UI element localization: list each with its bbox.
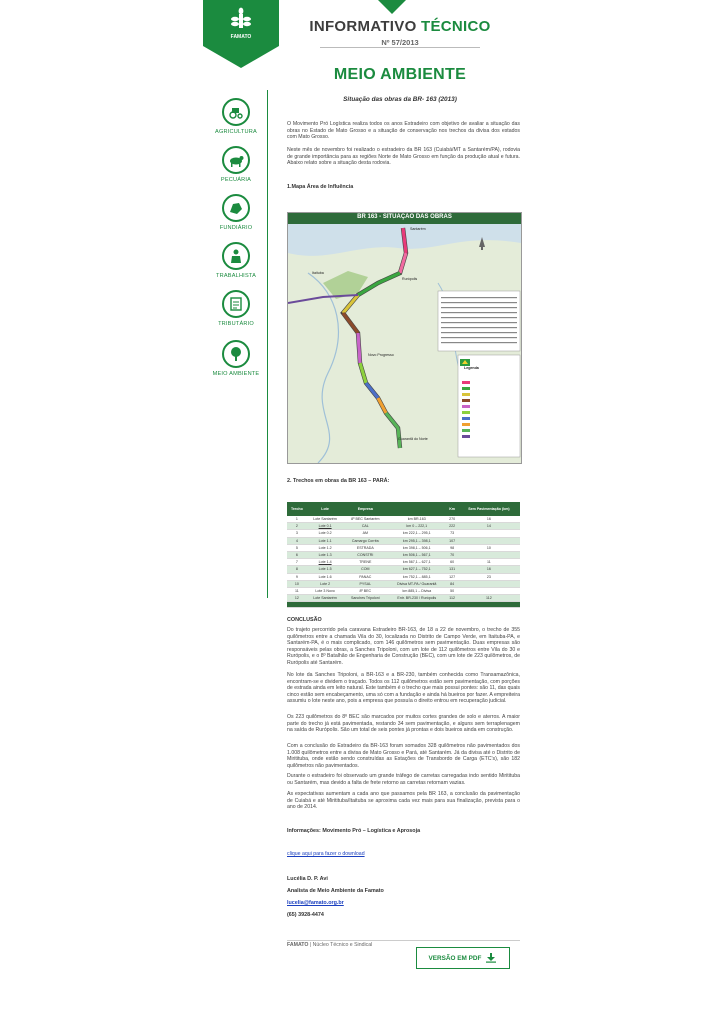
conclusion-paragraph-4: Com a conclusão do Estradeiro da BR-163 foram somados 328 quilômetros não pavimentados dos 1.008 quilômetros entre a divisa de Mato Grosso e Pará, até Santarém. Já da divisa até o Distrito de Miritituba, onde estão sendo construídas as Estações de Transbordo de Carga (ETC's), são 182 quilômetros não pavimentados. bbox=[287, 743, 520, 769]
author-email-link[interactable]: lucelia@famato.org.br bbox=[287, 900, 344, 906]
conclusion-paragraph-6: As expectativas aumentam a cada ano que passamos pela BR 163, a conclusão da pavimentação de Cuiabá e até Miritituba/Itaituba se aproxima cada vez mais para sua finalização, prevista para o ano de 2014. bbox=[287, 791, 520, 811]
table-row bbox=[287, 523, 520, 530]
map-place-label: Guarantã do Norte bbox=[398, 437, 428, 441]
works-table bbox=[287, 502, 520, 608]
intro-paragraph-2: Neste mês de novembro foi realizado o estradeiro da BR 163 (Cuiabá/MT a Santarém/PA), rodovia de grande importância para as regiões Norte de Mato Grosso em função da produção atual e futura. Abaixo relato sobre a situação desta rodovia. bbox=[287, 147, 520, 167]
column-header bbox=[387, 502, 446, 516]
table-cell: 98 bbox=[446, 544, 457, 551]
sidebar-item-trabalhista[interactable] bbox=[208, 242, 264, 279]
table-cell: 131 bbox=[446, 566, 457, 573]
section-title: MEIO AMBIENTE bbox=[333, 66, 467, 83]
title-part-2: TÉCNICO bbox=[421, 18, 491, 35]
table-row bbox=[287, 544, 520, 551]
route-map bbox=[287, 212, 522, 464]
footer-org-name: FAMATO bbox=[287, 942, 309, 948]
table-cell: 14 bbox=[458, 523, 520, 530]
table-cell: 222 bbox=[446, 523, 457, 530]
table-row bbox=[287, 516, 520, 523]
column-header: Sem Pavimentação (km) bbox=[458, 502, 520, 516]
table-cell: 10 bbox=[458, 544, 520, 551]
table-cell: Lote 0.1 bbox=[307, 523, 344, 530]
column-header: Trecho bbox=[287, 502, 307, 516]
table-cell: Lote 0.2 bbox=[307, 530, 344, 537]
table-cell: TRENE bbox=[343, 559, 387, 566]
tax-document-icon bbox=[222, 290, 250, 318]
table-cell: 60 bbox=[446, 559, 457, 566]
download-arrow-icon bbox=[485, 953, 497, 963]
route-map-graphic bbox=[288, 213, 521, 463]
info-source: Informações: Movimento Pró – Logística e Aprosoja bbox=[287, 828, 421, 834]
table-cell: PANAC bbox=[343, 573, 387, 580]
table-cell: 107 bbox=[446, 537, 457, 544]
table-row bbox=[287, 537, 520, 544]
table-cell: 4 bbox=[287, 537, 307, 544]
issue-number: Nº 57/2013 bbox=[381, 38, 419, 47]
famato-logo-text: FAMATO bbox=[230, 34, 252, 40]
map-place-label: Novo Progresso bbox=[368, 353, 394, 357]
sidebar-label: PECUÁRIA bbox=[220, 177, 252, 183]
table-cell: 23 bbox=[458, 573, 520, 580]
table-row bbox=[287, 530, 520, 537]
conclusion-paragraph-2: No lote da Sanches Tripoloni, a BR-163 e a BR-230, também conhecida como Transamazônica, encontram-se e dividem o traçado. Todos os 112 quilômetros estão sem pavimentação, com porções de estrada ainda em leito natural. Este também é o trecho que mais possui pontes: são 11, das quais cinco estão sem encabeçamento, uma só com a fundação e ainda há bueiros por fazer. A empreiteira assumiu o lote neste ano, pois a empresa que possuía o direito entrou em recuperação judicial. bbox=[287, 672, 520, 705]
conclusion-paragraph-5: Durante o estradeiro foi observado um grande tráfego de carretas carregadas indo sentido Miritituba ou Santarém, mas devido a falta de frete retorno as carretas retornam vazias. bbox=[287, 773, 520, 786]
table-cell: Lote 1.4 bbox=[307, 559, 344, 566]
column-header: Empresa bbox=[343, 502, 387, 516]
table-cell: Lote 1.1 bbox=[307, 537, 344, 544]
table-cell: Lote 1.6 bbox=[307, 573, 344, 580]
table-row bbox=[287, 587, 520, 594]
table-cell: 16 bbox=[458, 566, 520, 573]
table-cell: km BR-163 bbox=[387, 516, 446, 523]
conclusion-paragraph-1: Do trajeto percorrido pela caravana Estradeiro BR-163, de 18 a 22 de novembro, o trecho de 355 quilômetros entre a chamada Vila do 30, localizada no Distrito de Campo Verde, em Itaituba-PA, e Santarém-PA, é o mais complicado, com 146 quilômetros sem pavimentação. Duas empresas são responsáveis pelas obras, a Sanches Tripoloni, com um lote de 112 quilômetros entre Vila do 30 e Rurópolis, e o 8º Batalhão de Engenharia de Construção (BEC), com um lote de 223 quilômetros, de Rurópolis até Santarém. bbox=[287, 627, 520, 666]
tree-icon bbox=[222, 340, 250, 368]
table-cell: Sanches Tripoloni bbox=[343, 595, 387, 602]
map-heading: 1.Mapa Área de Influência bbox=[287, 184, 354, 190]
table-cell: 8º BEC Santarém bbox=[343, 516, 387, 523]
land-icon bbox=[222, 194, 250, 222]
table-row bbox=[287, 559, 520, 566]
table-cell: 1 bbox=[287, 516, 307, 523]
download-link[interactable]: clique aqui para fazer o download bbox=[287, 851, 365, 857]
sidebar-label: TRABALHISTA bbox=[215, 273, 257, 279]
table-cell: Camargo Corrêa bbox=[343, 537, 387, 544]
table-footer-band bbox=[287, 602, 520, 608]
table-cell: 16 bbox=[458, 516, 520, 523]
map-place-label: Itaituba bbox=[312, 271, 324, 275]
table-cell: Lote 1.5 bbox=[307, 566, 344, 573]
table-cell: 3 bbox=[287, 530, 307, 537]
table-cell: km 885,1 – Divisa bbox=[387, 587, 446, 594]
table-row bbox=[287, 580, 520, 587]
table-cell: 10 bbox=[287, 580, 307, 587]
table-cell bbox=[458, 580, 520, 587]
title-part-1: INFORMATIVO bbox=[309, 18, 417, 35]
table-cell: COM bbox=[343, 566, 387, 573]
header-divider bbox=[320, 47, 480, 48]
agriculture-icon bbox=[222, 98, 250, 126]
map-legend-title: Legenda bbox=[464, 366, 479, 370]
pdf-button-label: VERSÃO EM PDF bbox=[428, 954, 482, 962]
table-cell: 112 bbox=[446, 595, 457, 602]
table-cell: 84 bbox=[446, 580, 457, 587]
newsletter-title bbox=[300, 18, 500, 35]
table-cell: 11 bbox=[458, 559, 520, 566]
table-cell: ESTRADA bbox=[343, 544, 387, 551]
cattle-icon bbox=[222, 146, 250, 174]
map-place-label: Rurópolis bbox=[402, 277, 418, 281]
table-cell: 270 bbox=[446, 516, 457, 523]
table-footer-cell bbox=[287, 602, 520, 608]
table-cell: 2 bbox=[287, 523, 307, 530]
table-cell: CAL bbox=[343, 523, 387, 530]
table-cell: 5 bbox=[287, 544, 307, 551]
table-cell: AM bbox=[343, 530, 387, 537]
table-cell: Lote 3 Novo bbox=[307, 587, 344, 594]
table-cell: 8 bbox=[287, 566, 307, 573]
author-phone: (65) 3928-4474 bbox=[287, 912, 324, 918]
table-cell: km 627,1 – 752,1 bbox=[387, 566, 446, 573]
sidebar-item-fundiario[interactable] bbox=[208, 194, 264, 231]
table-cell: km 398,1 – 506,1 bbox=[387, 544, 446, 551]
column-header: Lote bbox=[307, 502, 344, 516]
table-cell: PYSAL bbox=[343, 580, 387, 587]
table-cell bbox=[458, 551, 520, 558]
article-subtitle: Situação das obras da BR- 163 (2013) bbox=[343, 96, 457, 103]
table-cell: 73 bbox=[446, 530, 457, 537]
table-cell: Lote 2 bbox=[307, 580, 344, 587]
conclusion-heading: CONCLUSÃO bbox=[287, 617, 322, 623]
table-cell bbox=[458, 537, 520, 544]
sidebar-label: MEIO AMBIENTE bbox=[212, 371, 260, 377]
header-notch bbox=[378, 0, 406, 14]
footer-division: | Núcleo Técnico e Sindical bbox=[309, 942, 373, 948]
table-cell: 7 bbox=[287, 559, 307, 566]
table-cell: km 222,1 – 295,1 bbox=[387, 530, 446, 537]
table-cell: CONSTRI bbox=[343, 551, 387, 558]
sidebar-item-pecuaria[interactable] bbox=[208, 146, 264, 183]
sidebar-item-meio-ambiente[interactable] bbox=[208, 340, 264, 377]
footer-divider bbox=[287, 940, 520, 941]
pdf-version-button[interactable] bbox=[416, 947, 510, 969]
sidebar-divider bbox=[267, 90, 268, 598]
table-row bbox=[287, 573, 520, 580]
table-cell: 6 bbox=[287, 551, 307, 558]
table-cell: 8º BEC bbox=[343, 587, 387, 594]
table-cell: Divisa MT-PA / Guarantã bbox=[387, 580, 446, 587]
table-header-row bbox=[287, 502, 520, 516]
table-cell: km 295,1 – 398,1 bbox=[387, 537, 446, 544]
author-name: Lucélia D. P. Avi bbox=[287, 876, 328, 882]
sidebar-item-agricultura[interactable] bbox=[208, 98, 264, 135]
sidebar-label: TRIBUTÁRIO bbox=[218, 321, 254, 327]
sidebar-item-tributario[interactable] bbox=[208, 290, 264, 327]
table-cell: 50 bbox=[446, 587, 457, 594]
table-cell: 9 bbox=[287, 573, 307, 580]
table-cell: km 0 – 222,1 bbox=[387, 523, 446, 530]
map-title: BR 163 - SITUAÇÃO DAS OBRAS bbox=[357, 214, 452, 220]
table-cell bbox=[458, 530, 520, 537]
table-cell: Entr. BR-230 / Rurópolis bbox=[387, 595, 446, 602]
table-cell bbox=[458, 587, 520, 594]
intro-paragraph-1: O Movimento Pró Logística realiza todos os anos Estradeiro com objetivo de avaliar a situação das obras no Estado de Mato Grosso e a situação de conservação nos trechos da divisa dos estados com Mato Grosso. bbox=[287, 121, 520, 141]
sidebar-label: FUNDIÁRIO bbox=[219, 225, 253, 231]
table-cell: km 506,1 – 567,1 bbox=[387, 551, 446, 558]
table-cell: 70 bbox=[446, 551, 457, 558]
table-cell: km 752,1 – 885,1 bbox=[387, 573, 446, 580]
table-heading: 2. Trechos em obras da BR 163 – PARÁ: bbox=[287, 478, 390, 484]
table-cell: 12 bbox=[287, 595, 307, 602]
sidebar-label: AGRICULTURA bbox=[215, 129, 257, 135]
table-cell: 112 bbox=[458, 595, 520, 602]
table-cell: Lote Santarém bbox=[307, 595, 344, 602]
table-cell: 127 bbox=[446, 573, 457, 580]
table-row bbox=[287, 551, 520, 558]
table-cell: Lote 1.2 bbox=[307, 544, 344, 551]
author-role: Analista de Meio Ambiente da Famato bbox=[287, 888, 384, 894]
column-header: Km bbox=[446, 502, 457, 516]
table-cell: 11 bbox=[287, 587, 307, 594]
table-cell: Lote 1.3 bbox=[307, 551, 344, 558]
map-place-label: Santarém bbox=[410, 227, 426, 231]
table-cell: Lote Santarém bbox=[307, 516, 344, 523]
table-row bbox=[287, 566, 520, 573]
table-cell: km 567,1 – 627,1 bbox=[387, 559, 446, 566]
labor-icon bbox=[222, 242, 250, 270]
table-row bbox=[287, 595, 520, 602]
conclusion-paragraph-3: Os 223 quilômetros do 8º BEC são marcados por muitos cortes grandes de solo e aterros. A maior parte do trecho já está pavimentada, restando 34 sem pavimentação, e alguns sem terraplenagem na saída de Rurópolis. São um total de seis pontes já prontas e dois bueiros ainda em construção. bbox=[287, 714, 520, 734]
footer-org bbox=[287, 942, 372, 948]
